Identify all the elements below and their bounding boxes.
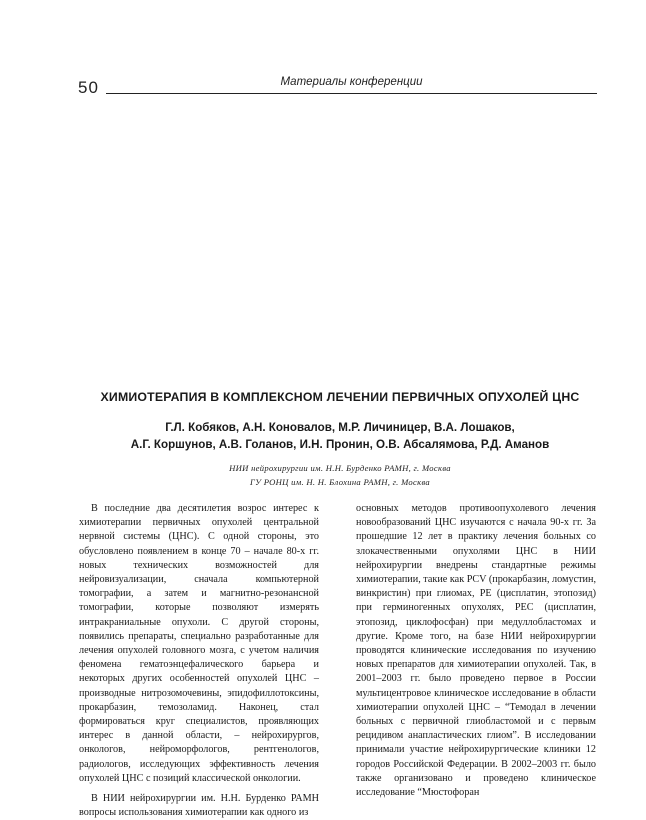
page-number: 50 (78, 78, 99, 97)
affiliation-2: ГУ РОНЦ им. Н. Н. Блохина РАМН, г. Москва (249, 477, 431, 487)
paragraph: основных методов противоопухолевого лечения новообразований ЦНС изучаются с начала 90-х гг. За прошедшие 12 лет в практику лечения больных со злокачественными опухолями ЦНС в НИИ нейрохирургии внедрены стандартные режимы химиотерапии, такие как PCV (прокарбазин, ломустин, винкристин) при глиомах, PE (цисплатин, этопозид) при герминогенных опухолях, PEC (цисплатин, этопозид, циклофосфан) при медуллобластомах и другие. Кроме того, на базе НИИ нейрохирургии проводятся клинические исследования по изучению новых препаратов для химиотерапии опухолей. Так, в 2001–2003 гг. было проведено первое в России мультицентровое клиническое исследование в области химиотерапии опухолей ЦНС – “Темодал в лечении больных с первичной глиобластомой и с первым рецидивом анапластических глиом”. В исследовании принимали участие нейрохирургические клиники 12 городов Российской Федерации. В 2002–2003 гг. было также организовано и проведено клиническое исследование “Мюстофоран (356, 503, 596, 799)
body-column-left (79, 502, 319, 820)
author-list (80, 419, 600, 453)
body-column-right (356, 502, 596, 800)
paragraph: В НИИ нейрохирургии им. Н.Н. Бурденко РАМН вопросы использования химиотерапии как одного из (79, 793, 319, 819)
paragraph: В последние два десятилетия возрос интерес к химиотерапии первичных опухолей центральной нервной системы (ЦНС). С одной стороны, это обусловлено появлением в конце 70 – начале 80-х гг. новых технических возможностей для нейровизуализации, сначала компьютерной томографии, а затем и магнитно-резонансной томографии, которые позволяют измерять интракраниальные опухоли. С другой стороны, появились препараты, специально разработанные для лечения опухолей головного мозга, с учетом наличия феномена гематоэнцефалического барьера и некоторых других особенностей опухолей ЦНС – производные нитрозомочевины, эпидофиллотоксины, прокарбазин, темозоламид. Наконец, стал формироваться круг специалистов, проявляющих интерес в данной области, – нейрохирургов, онкологов, нейроморфологов, рентгенологов, радиологов, исследующих эффективность лечения опухолей ЦНС с позиций классической онкологии. (79, 503, 319, 784)
article-title: ХИМИОТЕРАПИЯ В КОМПЛЕКСНОМ ЛЕЧЕНИИ ПЕРВИЧНЫХ ОПУХОЛЕЙ ЦНС (100, 390, 580, 404)
running-header-title: Материалы конференции (280, 76, 423, 88)
header-rule (106, 93, 597, 94)
authors-line-2: А.Г. Коршунов, А.В. Голанов, И.Н. Пронин, О.В. Абсалямова, Р.Д. Аманов (130, 438, 550, 451)
affiliation-1: НИИ нейрохирургии им. Н.Н. Бурденко РАМН, г. Москва (229, 463, 451, 473)
authors-line-1: Г.Л. Кобяков, А.Н. Коновалов, М.Р. Личиницер, В.А. Лошаков, (165, 421, 515, 434)
affiliations (120, 461, 560, 489)
